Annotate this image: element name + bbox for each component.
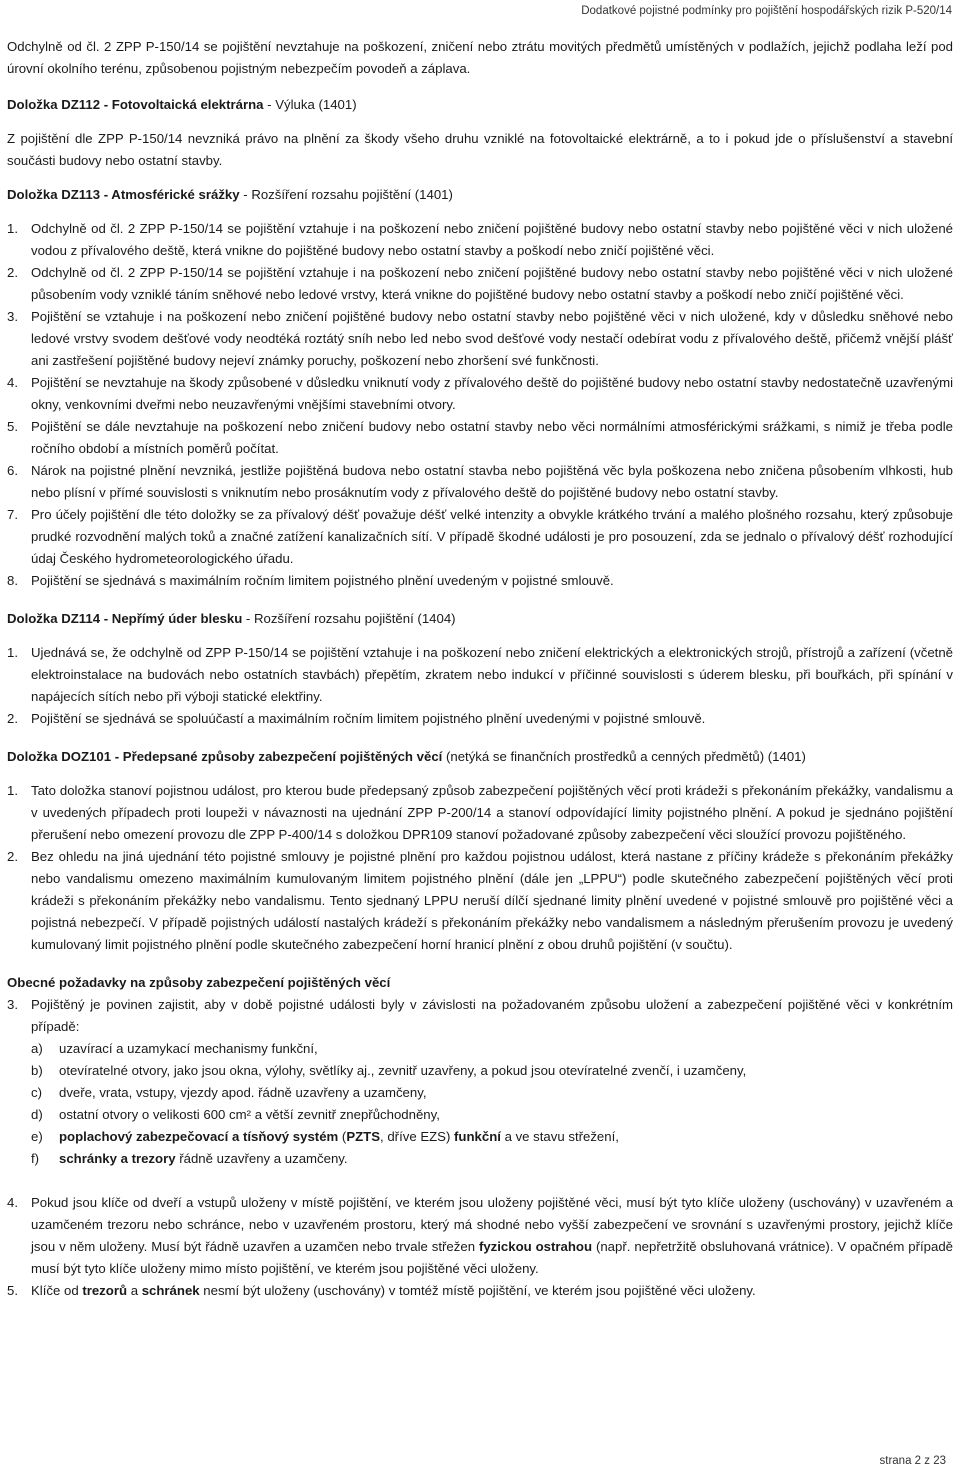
list-item	[7, 504, 953, 570]
sublist-item-a	[31, 1038, 953, 1060]
item-text: Ujednává se, že odchylně od ZPP P-150/14 se pojištění vztahuje i na poškození nebo zničení elektrických a elektronických strojů, přístrojů a zařízení (včetně elektroinstalace na budovách nebo ostatních stavbách) přepětím, zkratem nebo indukcí v příčinné souvislosti s úderem blesku, při bouřkách, při spínání v napájecích sítích nebo při výboji statické elektřiny.	[31, 645, 953, 704]
item-text: Klíče od	[31, 1283, 83, 1298]
dz113-title-rest: - Rozšíření rozsahu pojištění (1401)	[239, 187, 453, 202]
list-item	[7, 570, 953, 592]
item-text: Pro účely pojištění dle této doložky se za přívalový déšť považuje déšť velké intenzity a obvykle krátkého trvání a malého plošného rozsahu, který způsobuje prudké rozvodnění malých toků a značné zatížení kanalizačních sítí. V případě škodné události je pro posouzení, zda se jednalo o přívalový déšť rozhodující údaj Českého hydrometeorologického úřadu.	[31, 507, 953, 566]
sub-text-bold: schránky a trezory	[59, 1151, 176, 1166]
sublist-item-d	[31, 1104, 953, 1126]
doz101-list	[7, 780, 953, 956]
dz114-title-rest: - Rozšíření rozsahu pojištění (1404)	[242, 611, 456, 626]
dz112-title-bold: Doložka DZ112 - Fotovoltaická elektrárna	[7, 97, 264, 112]
list-item	[7, 262, 953, 306]
sub-text: (	[338, 1129, 347, 1144]
item-text: Pojištění se dále nevztahuje na poškození nebo zničení budovy nebo ostatní stavby nebo věci normálními atmosférickými srážkami, s nimiž je třeba podle ročního období a místních poměrů počítat.	[31, 419, 953, 456]
dz113-title	[7, 184, 953, 206]
list-item	[7, 780, 953, 846]
item-text: (např. nepřetržitě obsluhovaná vrátnice). V opačném případě musí být tyto klíče uloženy mimo místo pojištění, ve kterém jsou pojištěné věci uloženy.	[31, 1239, 953, 1276]
sub-letter: c)	[31, 1085, 42, 1100]
list-item	[7, 642, 953, 708]
general-sublist	[31, 1038, 953, 1170]
list-item	[7, 460, 953, 504]
dz114-title-bold: Doložka DZ114 - Nepřímý úder blesku	[7, 611, 243, 626]
item-number: 2.	[7, 265, 18, 280]
item-text-bold: schránek	[141, 1283, 200, 1298]
sub-text-bold: PZTS	[346, 1129, 381, 1144]
item-text: a	[127, 1283, 142, 1298]
dz114-title	[7, 608, 953, 630]
item-number: 4.	[7, 1195, 18, 1210]
item-text: Odchylně od čl. 2 ZPP P-150/14 se pojištění vztahuje i na poškození nebo zničení pojištěné budovy nebo ostatní stavby nebo pojištěné věci v nich uložené vodou z přívalového deště, která vnikne do pojištěné budovy nebo ostatní stavby a poškodí nebo zničí pojištěné věci.	[31, 221, 953, 258]
sub-text: , dříve EZS)	[380, 1129, 455, 1144]
item-text: Pojištění se sjednává s maximálním ročním limitem pojistného plnění uvedeným v pojistné smlouvě.	[31, 573, 614, 588]
item-text: Odchylně od čl. 2 ZPP P-150/14 se pojištění vztahuje i na poškození nebo zničení pojištěné budovy nebo ostatní stavby nebo pojištěné věci v nich uložené působením vody vzniklé táním sněhové nebo ledové vrstvy, která vnikne do pojištěné budovy nebo ostatní stavby a poškodí nebo zničí pojištěné věci.	[31, 265, 953, 302]
sub-letter: e)	[31, 1129, 43, 1144]
list-item	[7, 846, 953, 956]
list-item	[7, 218, 953, 262]
doz101-title-rest: (netýká se finančních prostředků a cenných předmětů) (1401)	[442, 749, 806, 764]
list-item	[7, 708, 953, 730]
item-text: Bez ohledu na jiná ujednání této pojistné smlouvy je pojistné plnění pro každou pojistnou událost, která nastane z příčiny krádeže s překonáním překážky nebo vandalismu omezeno maximálním kumulovaným limitem pojistného plnění (dále jen „LPPU“) podle skutečného zabezpečení pojištěných věcí proti krádeži s překonáním překážky nebo vandalismu. Tento sjednaný LPPU neruší dílčí sjednané limity plnění uvedené v pojistné smlouvě pro pojištěné věci a pojistná nebezpečí. V případě pojistných událostí nastalých krádeží s překonáním překážky nebo vandalismem a následným přerušením provozu je uvedený kumulovaný limit pojistného plnění podle skutečného zabezpečení horní hranicí plnění z obou druhů pojištění (v součtu).	[31, 849, 953, 952]
doz101-title-bold: Doložka DOZ101 - Předepsané způsoby zabezpečení pojištěných věcí	[7, 749, 443, 764]
item-number: 1.	[7, 221, 18, 236]
sub-text: otevíratelné otvory, jako jsou okna, výlohy, světlíky aj., zevnitř uzavřeny, a pokud jsou otevíratelné zvenčí, i uzamčeny,	[59, 1063, 747, 1078]
item-number: 5.	[7, 1283, 18, 1298]
item-number: 4.	[7, 375, 18, 390]
sub-text: uzavírací a uzamykací mechanismy funkční,	[59, 1041, 318, 1056]
list-item	[7, 372, 953, 416]
list-item	[7, 1280, 953, 1302]
sub-text-bold: poplachový zabezpečovací a tísňový systém	[59, 1129, 339, 1144]
sub-text: řádně uzavřeny a uzamčeny.	[175, 1151, 348, 1166]
sublist-item-b	[31, 1060, 953, 1082]
dz113-list	[7, 218, 953, 592]
document-body	[7, 0, 953, 1302]
dz112-title-rest: - Výluka (1401)	[263, 97, 357, 112]
item-number: 3.	[7, 997, 18, 1012]
sub-letter: d)	[31, 1107, 43, 1122]
item-text: Pokud jsou klíče od dveří a vstupů uloženy v místě pojištění, ve kterém jsou uloženy pojištěné věci, musí být tyto klíče uloženy (uschovány) v uzavřeném a uzamčeném trezoru nebo schránce, nebo v uzavřeném prostoru, který má shodné nebo vyšší zabezpečení ve srovnání s uzavřenými prostory, jejichž klíče jsou v něm uloženy. Musí být řádně uzavřen a uzamčen nebo trvale střežen	[31, 1195, 953, 1254]
sublist-item-e	[31, 1126, 953, 1148]
item-number: 1.	[7, 645, 18, 660]
item-text: Pojištění se nevztahuje na škody způsobené v důsledku vniknutí vody z přívalového deště do pojištěné budovy nebo ostatní stavby nedostatečně uzavřenými okny, venkovními dveřmi nebo neuzavřenými vnějšími stavebními otvory.	[31, 375, 953, 412]
item-text-bold: fyzickou ostrahou	[478, 1239, 593, 1254]
dz112-text: Z pojištění dle ZPP P-150/14 nevzniká právo na plnění za škody všeho druhu vzniklé na fotovoltaické elektrárně, a to i pokud jde o příslušenství a stavební součásti budovy nebo ostatní stavby.	[7, 131, 953, 168]
list-item	[7, 1192, 953, 1280]
list-item	[7, 994, 953, 1038]
item-text: Pojištěný je povinen zajistit, aby v době pojistné události byly v závislosti na požadovaném způsobu uložení a zabezpečení pojištěné věci v konkrétním případě:	[31, 997, 953, 1034]
item-text: Nárok na pojistné plnění nevzniká, jestliže pojištěná budova nebo ostatní stavba nebo pojištěná věc byla poškozena nebo zničena působením vlhkosti, hub nebo plísní v přímé souvislosti s vniknutím nebo prosáknutím vody z přívalového deště do pojištěné budovy nebo ostatní stavby.	[31, 463, 953, 500]
dz113-title-bold: Doložka DZ113 - Atmosférické srážky	[7, 187, 240, 202]
intro-paragraph: Odchylně od čl. 2 ZPP P-150/14 se pojištění nevztahuje na poškození, zničení nebo ztrátu movitých předmětů umístěných v podlažích, jejichž podlaha leží pod úrovní okolního terénu, způsobenou pojistným nebezpečím povodeň a záplava.	[7, 39, 953, 76]
list-item	[7, 306, 953, 372]
general-list-continued	[7, 1192, 953, 1302]
running-header: Dodatkové pojistné podmínky pro pojištění hospodářských rizik P-520/14	[581, 5, 952, 17]
item-text-bold: trezorů	[82, 1283, 128, 1298]
sub-text: dveře, vrata, vstupy, vjezdy apod. řádně uzavřeny a uzamčeny,	[59, 1085, 427, 1100]
item-number: 8.	[7, 573, 18, 588]
general-title-bold: Obecné požadavky na způsoby zabezpečení pojištěných věcí	[7, 975, 391, 990]
item-text: nesmí být uloženy (uschovány) v tomtéž místě pojištění, ve kterém jsou pojištěné věci uloženy.	[199, 1283, 756, 1298]
item-text: Pojištění se sjednává se spoluúčastí a maximálním ročním limitem pojistného plnění uvedenými v pojistné smlouvě.	[31, 711, 706, 726]
item-number: 2.	[7, 849, 18, 864]
doz101-title	[7, 746, 953, 768]
item-text: Tato doložka stanoví pojistnou událost, pro kterou bude předepsaný způsob zabezpečení pojištěných věcí proti krádeži s překonáním překážky, vandalismu a v uvedených případech proti loupeži v návaznosti na ujednání ZPP P-200/14 a stanoví odpovídající limity pojistného plnění. A pokud je sjednáno pojištění přerušení nebo omezení provozu dle ZPP P-400/14 s doložkou DPR109 stanoví požadované způsoby zabezpečení věci sloužící provozu pojištěného.	[31, 783, 953, 842]
sub-letter: f)	[31, 1151, 40, 1166]
sublist-item-f	[31, 1148, 953, 1170]
sublist-item-c	[31, 1082, 953, 1104]
spacer	[7, 1170, 953, 1192]
item-text: Pojištění se vztahuje i na poškození nebo zničení pojištěné budovy nebo ostatní stavby nebo pojištěné věci v nich uložené, kdy v důsledku sněhové nebo ledové vrstvy svodem dešťové vody neodtéká roztátý sníh nebo led nebo svod dešťové vody nestačí odebírat vodu z přívalového deště, přičemž vnější plášť ani zastřešení pojištěné budovy nejeví známky poruchy, poškození nebo zhoršení své funkčnosti.	[31, 309, 953, 368]
sub-text: ostatní otvory o velikosti 600 cm² a větší zevnitř znepřůchodněny,	[59, 1107, 440, 1122]
sub-text: a ve stavu střežení,	[500, 1129, 619, 1144]
item-number: 7.	[7, 507, 18, 522]
item-number: 6.	[7, 463, 18, 478]
page-number: strana 2 z 23	[879, 1455, 946, 1467]
sub-text-bold: funkční	[454, 1129, 501, 1144]
item-number: 5.	[7, 419, 18, 434]
item-number: 1.	[7, 783, 18, 798]
general-list	[7, 994, 953, 1038]
item-number: 2.	[7, 711, 18, 726]
list-item	[7, 416, 953, 460]
dz112-title	[7, 94, 953, 116]
item-number: 3.	[7, 309, 18, 324]
sub-letter: b)	[31, 1063, 43, 1078]
sub-letter: a)	[31, 1041, 43, 1056]
general-title	[7, 972, 953, 994]
dz114-list	[7, 642, 953, 730]
